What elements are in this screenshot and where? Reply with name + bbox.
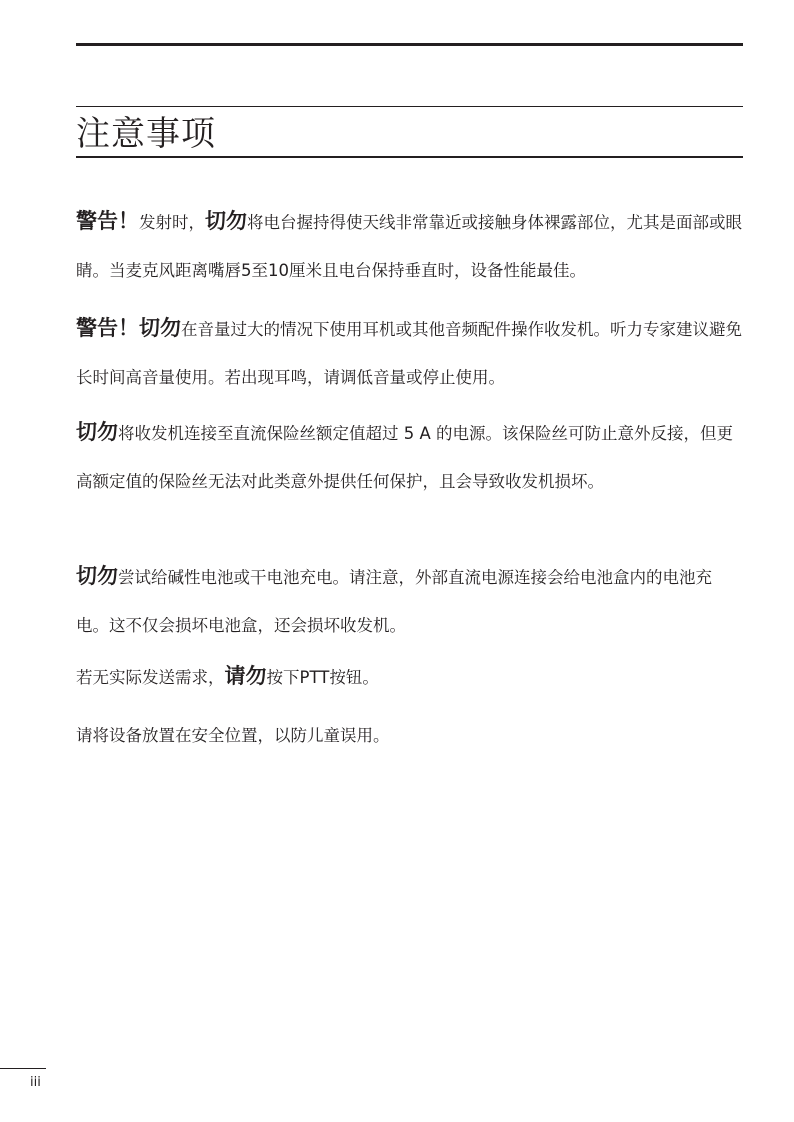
warning-paragraph-volume	[76, 304, 743, 404]
page-number: iii	[30, 1075, 41, 1090]
emphasis-never: 切勿	[76, 564, 118, 588]
emphasis-never: 切勿	[205, 209, 247, 233]
paragraph-text: 在音量过大的情况下使用耳机或其他音频配件操作收发机。听力专家建议避免长时间高音量使用。若出现耳鸣，请调低音量或停止使用。	[76, 320, 742, 387]
caution-paragraph-children	[76, 712, 743, 760]
caution-paragraph-battery	[76, 552, 743, 648]
emphasis-never: 切勿	[139, 316, 181, 340]
paragraph-text: 请将设备放置在安全位置，以防儿童误用。	[76, 726, 390, 745]
precautions-body	[76, 197, 743, 760]
emphasis-do-not: 请勿	[224, 664, 267, 688]
warning-context: 发射时，	[139, 213, 205, 232]
top-rule	[76, 43, 743, 46]
paragraph-text: 尝试给碱性电池或干电池充电。请注意，外部直流电源连接会给电池盒内的电池充电。这不仅会损坏电池盒，还会损坏收发机。	[76, 568, 712, 635]
paragraph-text: 将电台握持得使天线非常靠近或接触身体裸露部位，尤其是面部或眼睛。当麦克风距离嘴唇5至10厘米且电台保持垂直时，设备性能最佳。	[76, 213, 742, 280]
warning-paragraph-antenna	[76, 197, 743, 297]
footer-rule	[0, 1068, 46, 1069]
warning-label: 警告！	[76, 209, 139, 233]
title-bottom-rule	[76, 156, 743, 158]
caution-paragraph-fuse	[76, 408, 743, 548]
caution-paragraph-ptt	[76, 652, 743, 712]
emphasis-never: 切勿	[76, 420, 118, 444]
paragraph-text: 将收发机连接至直流保险丝额定值超过 5 A 的电源。该保险丝可防止意外反接，但更高额定值的保险丝无法对此类意外提供任何保护，且会导致收发机损坏。	[76, 424, 734, 491]
paragraph-text: 按下PTT按钮。	[266, 668, 379, 687]
title-top-rule	[76, 106, 743, 107]
paragraph-lead-text: 若无实际发送需求，	[76, 668, 225, 687]
page-title: 注意事项	[76, 114, 216, 154]
warning-label: 警告！	[76, 316, 139, 340]
